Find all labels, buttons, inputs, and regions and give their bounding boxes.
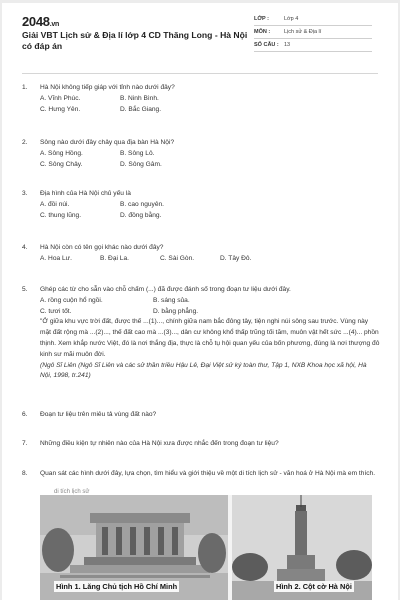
question-number: 3. (22, 190, 28, 197)
site-logo[interactable]: 2048.vn (22, 14, 59, 29)
meta-row-subject (254, 26, 372, 39)
question-options (40, 200, 380, 222)
option-b: B. Sông Lô. (120, 149, 155, 157)
option-d: D. Bắc Giang. (120, 105, 162, 113)
question-text: Những điều kiện tự nhiên nào của Hà Nội xưa được nhắc đến trong đoạn tư liệu? (40, 440, 279, 447)
question-options (40, 94, 380, 116)
meta-value: Lớp 4 (284, 16, 299, 22)
option-c: C. Sài Gòn. (160, 254, 195, 262)
meta-label: MÔN : (254, 29, 271, 35)
question-number: 2. (22, 139, 28, 146)
question-number: 1. (22, 84, 28, 91)
option-a: A. Vĩnh Phúc. (40, 94, 81, 102)
option-c: C. Hưng Yên. (40, 105, 81, 113)
question-number: 8. (22, 470, 28, 477)
question-options (40, 254, 380, 265)
meta-label: SỐ CÂU : (254, 42, 279, 48)
caption-figure-2: Hình 2. Cột cờ Hà Nội (276, 582, 352, 591)
question-text: Hà Nội còn có tên gọi khác nào dưới đây? (40, 244, 164, 251)
meta-row-grade (254, 13, 372, 26)
question-text: Ghép các từ cho sẵn vào chỗ chấm (...) đã được đánh số trong đoạn tư liệu dưới đây. (40, 286, 291, 293)
question-text: Sông nào dưới đây chảy qua địa bàn Hà Nội? (40, 139, 175, 146)
document-page (2, 3, 398, 600)
option-b: B. cao nguyên. (120, 200, 164, 208)
header-divider (22, 73, 378, 74)
question-text: Địa hình của Hà Nội chủ yếu là (40, 190, 131, 197)
source-quote: "Ở giữa khu vực trời đất, được thế ...(1)..., chính giữa nam bắc đông tây, tiện nghi núi sông sau trước. Vùng này mặt đất rộng mà ...(2)..., thế đất cao mà ...(3)..., dân cư không khổ thấp trũng tối tăm, muôn vật hết sức ...(4)... phồn thịnh. Xem khắp nước Việt, đó là nơi thắng địa, thực là chỗ tụ hội quan yếu của bốn phương, đúng là nơi thượng đô kinh sư mãi muôn đời. (40, 318, 380, 358)
option-a: A. đồi núi. (40, 200, 70, 208)
option-b: B. sáng sủa. (153, 296, 190, 304)
option-c: C. Sông Chảy. (40, 160, 83, 168)
option-b: B. Ninh Bình. (120, 94, 159, 102)
question-text: Quan sát các hình dưới đây, lựa chọn, tìm hiểu và giới thiệu về một di tích lịch sử - văn hoá ở Hà Nội mà em thích. (40, 470, 376, 477)
option-a: A. Hoa Lư. (40, 254, 72, 262)
question-options (40, 296, 380, 318)
question-number: 4. (22, 244, 28, 251)
question-text: Hà Nội không tiếp giáp với tỉnh nào dưới đây? (40, 84, 175, 91)
figure-images (40, 495, 372, 600)
option-a: A. Sông Hồng. (40, 149, 83, 157)
option-d: D. Tây Đô. (220, 254, 252, 262)
question-number: 5. (22, 286, 28, 293)
question-options (40, 149, 380, 171)
option-c: C. tươi tốt. (40, 307, 72, 315)
meta-value: 13 (284, 42, 291, 48)
option-d: D. Sông Gâm. (120, 160, 162, 168)
option-d: D. đồng bằng. (120, 211, 162, 219)
option-d: D. bằng phẳng. (153, 307, 199, 315)
meta-value: Lịch sử & Địa lí (284, 29, 322, 35)
question-number: 7. (22, 440, 28, 447)
question-number: 6. (22, 411, 28, 418)
option-c: C. thung lũng. (40, 211, 82, 219)
question-text: Đoạn tư liệu trên miêu tả vùng đất nào? (40, 411, 157, 418)
meta-table (254, 13, 372, 52)
meta-row-count (254, 39, 372, 52)
document-header (2, 3, 398, 63)
option-b: B. Đại La. (100, 254, 129, 262)
option-a: A. rồng cuộn hổ ngồi. (40, 296, 103, 304)
document-title: Giải VBT Lịch sử & Địa lí lớp 4 CD Thăng Long - Hà Nội có đáp án (22, 30, 248, 51)
meta-label: LỚP : (254, 16, 269, 22)
source-citation: (Ngô Sĩ Liên (Ngô Sĩ Liên và các sử thần triều Hậu Lê, Đại Việt sử ký toàn thư, Tập 1, NXB Khoa học xã hội, Hà Nội, 1998, tr.241) (40, 361, 367, 380)
clipped-text: di tích lịch sử (54, 489, 90, 495)
caption-figure-1: Hình 1. Lăng Chủ tịch Hồ Chí Minh (56, 582, 178, 591)
